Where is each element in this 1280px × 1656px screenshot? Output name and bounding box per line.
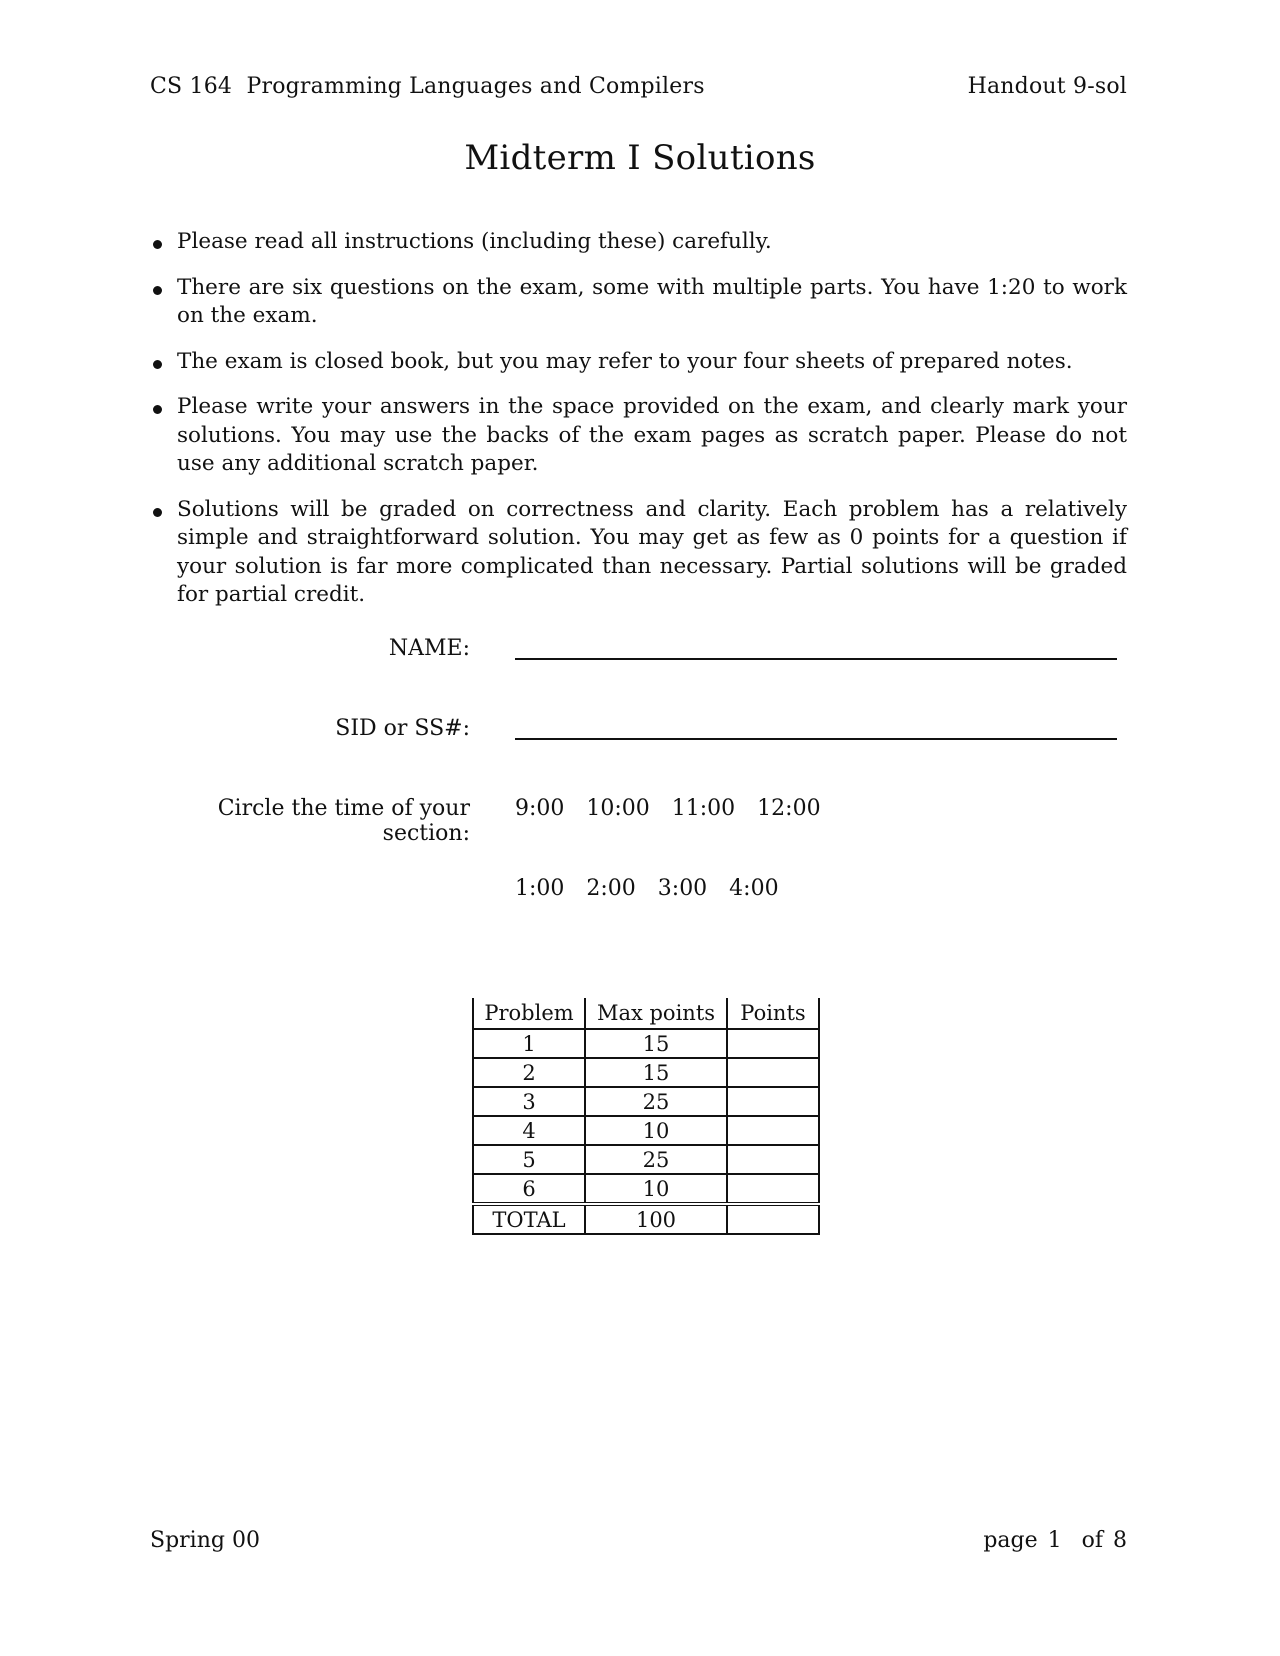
instruction-item xyxy=(150,393,1127,479)
max-points: 25 xyxy=(585,1087,727,1116)
instruction-item xyxy=(150,348,1127,377)
points-cell[interactable] xyxy=(727,1174,819,1204)
points-cell[interactable] xyxy=(727,1029,819,1058)
total-points-cell[interactable] xyxy=(727,1204,819,1234)
max-points: 15 xyxy=(585,1029,727,1058)
instruction-text: Please write your answers in the space provided on the exam, and clearly mark your solutions. You may use the backs of the exam pages as scratch paper. Please do not use any additional scratch paper. xyxy=(177,394,1127,476)
instruction-item xyxy=(150,496,1127,610)
points-cell[interactable] xyxy=(727,1058,819,1087)
max-points: 15 xyxy=(585,1058,727,1087)
score-table xyxy=(472,998,820,1235)
bullet-icon xyxy=(153,360,162,369)
page-number: page 1 of 8 xyxy=(983,1528,1127,1553)
total-row xyxy=(473,1204,819,1234)
table-row xyxy=(473,1174,819,1204)
instruction-text: The exam is closed book, but you may refer to your four sheets of prepared notes. xyxy=(177,348,1073,374)
problem-number: 4 xyxy=(473,1116,585,1145)
term-label: Spring 00 xyxy=(150,1528,260,1553)
column-header-max-points: Max points xyxy=(585,998,727,1029)
instruction-item xyxy=(150,274,1127,331)
problem-number: 2 xyxy=(473,1058,585,1087)
points-cell[interactable] xyxy=(727,1087,819,1116)
section-label: Circle the time of your section: xyxy=(217,796,470,846)
problem-number: 1 xyxy=(473,1029,585,1058)
instruction-text: Solutions will be graded on correctness and clarity. Each problem has a relatively simple and straightforward solution. You may get as few as 0 points for a question if your solution is far more complicated than necessary. Partial solutions will be graded for partial credit. xyxy=(177,496,1127,607)
section-times-morning[interactable]: 9:00 10:00 11:00 12:00 xyxy=(515,796,821,821)
sid-label: SID or SS#: xyxy=(335,716,470,741)
bullet-icon xyxy=(153,286,162,295)
course-title: CS 164 Programming Languages and Compilers xyxy=(150,74,705,99)
sid-field[interactable] xyxy=(515,738,1117,740)
column-header-points: Points xyxy=(727,998,819,1029)
instructions-list xyxy=(150,228,1127,627)
instruction-text: There are six questions on the exam, some with multiple parts. You have 1:20 to work on the exam. xyxy=(177,274,1127,328)
total-max-points: 100 xyxy=(585,1204,727,1234)
bullet-icon xyxy=(153,508,162,517)
instruction-text: Please read all instructions (including these) carefully. xyxy=(177,229,772,254)
problem-number: 6 xyxy=(473,1174,585,1204)
max-points: 25 xyxy=(585,1145,727,1174)
max-points: 10 xyxy=(585,1174,727,1204)
bullet-icon xyxy=(153,405,162,414)
table-row xyxy=(473,1029,819,1058)
table-row xyxy=(473,1087,819,1116)
problem-number: 5 xyxy=(473,1145,585,1174)
section-times-afternoon[interactable]: 1:00 2:00 3:00 4:00 xyxy=(515,876,779,901)
name-label: NAME: xyxy=(388,636,470,661)
column-header-problem: Problem xyxy=(473,998,585,1029)
page-title: Midterm I Solutions xyxy=(464,138,816,178)
handout-number: Handout 9-sol xyxy=(967,74,1127,99)
points-cell[interactable] xyxy=(727,1145,819,1174)
problem-number: 3 xyxy=(473,1087,585,1116)
table-header-row xyxy=(473,998,819,1029)
table-row xyxy=(473,1058,819,1087)
name-field[interactable] xyxy=(515,658,1117,660)
points-cell[interactable] xyxy=(727,1116,819,1145)
instruction-item xyxy=(150,228,1127,257)
total-label: TOTAL xyxy=(473,1204,585,1234)
bullet-icon xyxy=(153,240,162,249)
table-row xyxy=(473,1116,819,1145)
table-row xyxy=(473,1145,819,1174)
max-points: 10 xyxy=(585,1116,727,1145)
